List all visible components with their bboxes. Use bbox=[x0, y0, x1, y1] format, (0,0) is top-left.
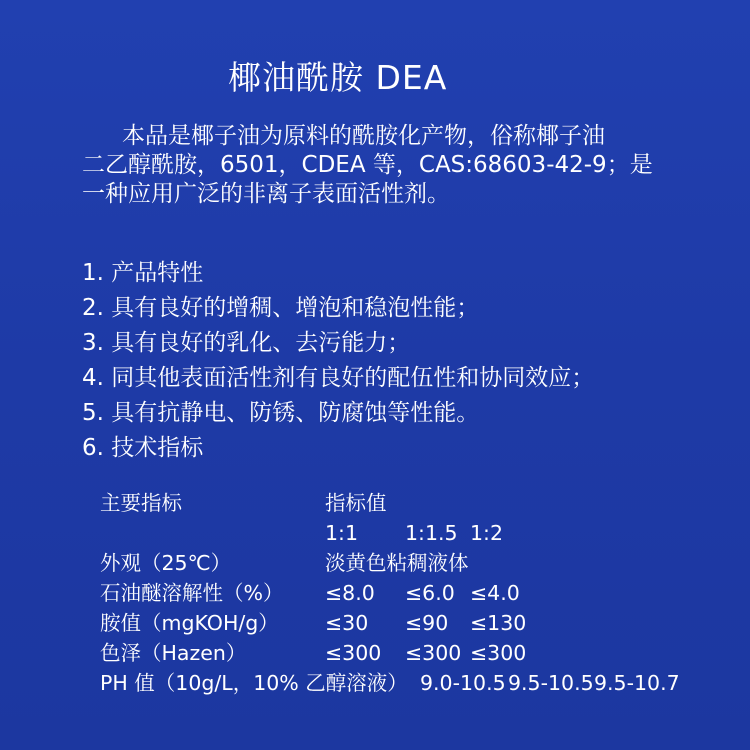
spec-value: ≤90 bbox=[405, 611, 449, 635]
spec-value: ≤6.0 bbox=[405, 581, 455, 605]
ratio-cell: 1:2 bbox=[470, 521, 503, 545]
intro-line: 二乙醇酰胺，6501，CDEA 等，CAS:68603-42-9；是 bbox=[82, 152, 653, 178]
spec-label: 外观（25℃） bbox=[100, 551, 232, 575]
spec-value: ≤300 bbox=[470, 641, 527, 665]
spec-value: 9.5-10.7 bbox=[594, 671, 680, 695]
spec-value: ≤130 bbox=[470, 611, 527, 635]
feature-list bbox=[82, 256, 594, 466]
spec-value: ≤30 bbox=[325, 611, 369, 635]
ratio-cell: 1:1.5 bbox=[405, 521, 458, 545]
feature-item: 4. 同其他表面活性剂有良好的配伍性和协同效应； bbox=[82, 365, 595, 391]
spec-label: 石油醚溶解性（%） bbox=[100, 581, 284, 605]
spec-value: 9.0-10.5 bbox=[420, 671, 506, 695]
spec-value: 9.5-10.5 bbox=[508, 671, 594, 695]
spec-header-value: 指标值 bbox=[325, 491, 387, 515]
spec-value: 淡黄色粘稠液体 bbox=[325, 551, 469, 575]
feature-item: 1. 产品特性 bbox=[82, 260, 204, 286]
spec-value: ≤4.0 bbox=[470, 581, 520, 605]
feature-item: 3. 具有良好的乳化、去污能力； bbox=[82, 330, 411, 356]
spec-value: ≤300 bbox=[405, 641, 462, 665]
spec-label: 胺值（mgKOH/g） bbox=[100, 611, 279, 635]
feature-item: 5. 具有抗静电、防锈、防腐蚀等性能。 bbox=[82, 400, 480, 426]
spec-label: 色泽（Hazen） bbox=[100, 641, 247, 665]
spec-value: ≤8.0 bbox=[325, 581, 375, 605]
feature-item: 6. 技术指标 bbox=[82, 435, 204, 461]
intro-line: 本品是椰子油为原料的酰胺化产物，俗称椰子油 bbox=[122, 123, 605, 149]
spec-header-label: 主要指标 bbox=[100, 491, 182, 515]
feature-item: 2. 具有良好的增稠、增泡和稳泡性能； bbox=[82, 295, 480, 321]
ratio-cell: 1:1 bbox=[325, 521, 358, 545]
intro-line: 一种应用广泛的非离子表面活性剂。 bbox=[82, 181, 450, 207]
spec-label: PH 值（10g/L，10% 乙醇溶液） bbox=[100, 671, 408, 695]
page-title: 椰油酰胺 DEA bbox=[228, 58, 448, 97]
intro-paragraph bbox=[82, 122, 682, 209]
spec-value: ≤300 bbox=[325, 641, 382, 665]
